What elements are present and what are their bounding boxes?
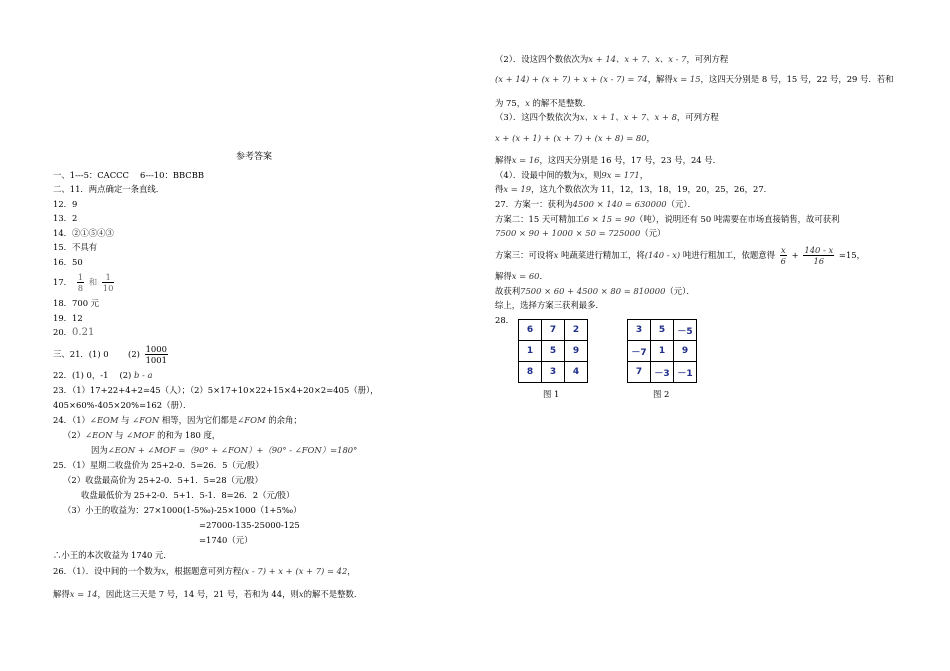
q21-fraction: $\frac{1000}{1001}$ [145, 344, 167, 365]
q17-and: 和 [88, 277, 98, 287]
q17-fraction-1: $\frac{1}{8}$ [77, 272, 84, 293]
answer-line-27b: 方案二：15 天可精加工6 × 15 = 90（吨），说明还有 50 吨需要在市场直接销售，故可获利 [495, 214, 840, 224]
q27-fraction-2: $\frac{140 - x}{16}$ [804, 245, 834, 266]
answer-line-25d: （3）小王的收益为：27×1000(1-5‰)-25×1000（1+5‰） [63, 505, 302, 515]
grid2-cell: －7 [628, 341, 651, 362]
grid2-cell: 5 [651, 320, 674, 341]
grid1-cell: 1 [519, 341, 542, 362]
answer-line-26-2b: (x + 14) + (x + 7) + x + (x - 7) = 74，解得x = 15，这四天分别是 8 号，15 号，22 号，29 号．若和 [495, 74, 894, 84]
q17-label: 17． [53, 277, 73, 287]
answer-line-27: 27．方案一：获利为4500 × 140 = 630000（元）． [495, 199, 696, 209]
grid2-cell: －5 [674, 320, 697, 341]
grid2-cell: －3 [651, 362, 674, 383]
grid2-cell: 7 [628, 362, 651, 383]
answer-line-16: 16．50 [53, 257, 83, 267]
grid1-cell: 5 [542, 341, 565, 362]
answer-line-25e: =27000-135-25000-125 [199, 520, 300, 530]
grid1-cell: 3 [542, 362, 565, 383]
answer-line-26: 26．（1）．设中间的一个数为x，根据题意可列方程(x - 7) + x + (x + 7) = 42， [53, 566, 356, 576]
grid1-cell: 8 [519, 362, 542, 383]
answer-line-27d: 方案三：可设将x 吨蔬菜进行精加工，将(140 - x) 吨进行粗加工，依题意得 $\frac{x}{6}$ + $\frac{140 - x}{16}$ =15， [495, 245, 865, 266]
right-column [495, 0, 915, 671]
figure-1-caption: 图 1 [543, 389, 560, 399]
answer-line-21: 三、21．(1) 0 (2) $\frac{1000}{1001}$ [53, 344, 167, 365]
grid1-cell: 4 [565, 362, 588, 383]
answer-line-1: 一、1---5：CACCC 6---10：BBCBB [53, 170, 205, 180]
grid2-cell: －1 [674, 362, 697, 383]
magic-square-2 [627, 319, 697, 383]
grid2-cell: 3 [628, 320, 651, 341]
grid1-cell: 6 [519, 320, 542, 341]
answer-line-25c: 收盘最低价为 25+2-0．5+1．5-1．8=26．2（元/股） [81, 490, 295, 500]
page-title: 参考答案 [236, 152, 273, 162]
answer-line-26-3: （3）．这四个数依次为x、x + 1、x + 7、x + 8，可列方程 [495, 112, 719, 122]
left-column [53, 0, 458, 671]
q27-fraction-1: $\frac{x}{6}$ [780, 245, 786, 266]
answer-line-24c: 因为∠EON + ∠MOF =（90° + ∠FON）+（90° - ∠FON）=180° [91, 445, 358, 455]
answer-line-12: 12．9 [53, 199, 78, 209]
q20-value: 0.21 [72, 327, 95, 338]
answer-line-22: 22．(1) 0，-1 (2) b - a [53, 370, 153, 380]
answer-line-23b: 405×60%-405×20%=162（册）． [53, 400, 192, 410]
answer-line-18: 18．700 元 [53, 298, 100, 308]
grid1-cell: 9 [565, 341, 588, 362]
answer-line-15: 15．不具有 [53, 242, 98, 252]
answer-line-27e: 解得x = 60． [495, 271, 548, 281]
answer-line-23: 23．（1）17+22+4+2=45（人）；（2）5×17+10×22+15×4+20×2=405（册）， [53, 385, 379, 395]
answer-line-14: 14．②①⑤④③ [53, 228, 114, 238]
magic-square-1 [518, 319, 588, 383]
figure-2-caption: 图 2 [653, 389, 670, 399]
answer-line-28: 28． [495, 315, 515, 325]
answer-line-26b: 解得x = 14，因此这三天是 7 号，14 号，21 号，若和为 44，则x的解不是整数. [53, 589, 357, 599]
answer-line-25g: ∴小王的本次收益为 1740 元． [53, 550, 172, 560]
answer-line-26-4b: 得x = 19，这九个数依次为 11，12，13，18，19，20，25，26，27． [495, 184, 773, 194]
answer-line-27f: 故获利7500 × 60 + 4500 × 80 = 810000（元）． [495, 286, 695, 296]
answer-line-24b: （2）∠EON 与 ∠MOF 的和为 180 度， [63, 430, 221, 440]
answer-line-26-4: （4）．设最中间的数为x，则9x = 171， [495, 170, 649, 180]
answer-line-26-2c: 为 75，x 的解不是整数． [495, 98, 592, 108]
answer-line-11: 二、11．两点确定一条直线． [53, 184, 165, 194]
answer-line-25b: （2）收盘最高价为 25+2-0．5+1．5=28（元/股） [63, 475, 263, 485]
answer-line-26-3b: x + (x + 1) + (x + 7) + (x + 8) = 80， [495, 133, 655, 143]
q17-fraction-2: $\frac{1}{10}$ [102, 272, 114, 293]
answer-line-27c: 7500 × 90 + 1000 × 50 = 725000（元） [495, 228, 666, 238]
grid1-cell: 7 [542, 320, 565, 341]
answer-line-25f: =1740（元） [199, 535, 253, 545]
answer-line-17 [53, 271, 116, 293]
grid2-cell: 9 [674, 341, 697, 362]
answer-line-13: 13．2 [53, 213, 78, 223]
grid1-cell: 2 [565, 320, 588, 341]
answer-line-25: 25．（1）星期二收盘价为 25+2-0．5=26．5（元/股） [53, 460, 264, 470]
grid2-cell: 1 [651, 341, 674, 362]
answer-line-20: 20．0.21 [53, 327, 95, 338]
answer-line-24: 24．（1）∠EOM 与 ∠FON 相等，因为它们都是∠FOM 的余角； [53, 415, 302, 425]
answer-line-19: 19．12 [53, 313, 83, 323]
answer-line-26-3c: 解得x = 16，这四天分别是 16 号，17 号，23 号，24 号． [495, 155, 722, 165]
answer-line-26-2: （2）．设这四个数依次为x + 14、x + 7、x、x - 7，可列方程 [495, 54, 729, 64]
answer-line-27g: 综上，选择方案三获利最多． [495, 300, 604, 310]
